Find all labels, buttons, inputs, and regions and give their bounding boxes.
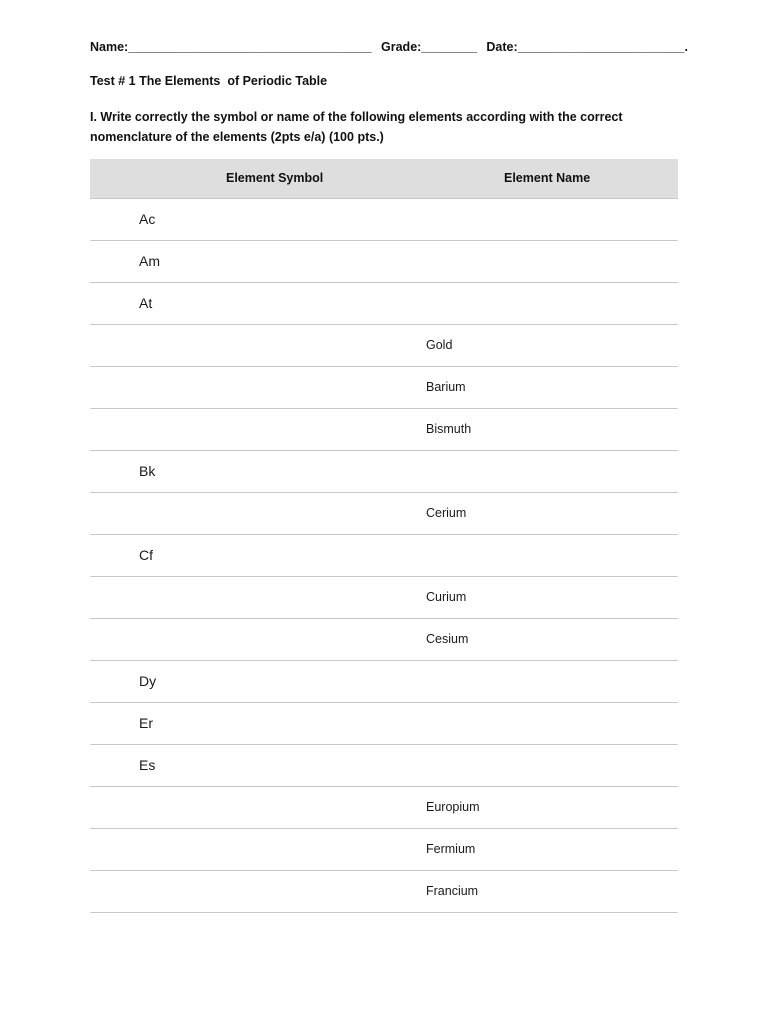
name-field[interactable]: Name:___________________________________: [90, 40, 372, 54]
table-row: [90, 577, 678, 619]
header-element-symbol: Element Symbol: [226, 171, 324, 185]
table-row: [90, 745, 678, 787]
table-row: [90, 787, 678, 829]
element-name-cell: Fermium: [426, 842, 476, 856]
element-symbol-cell: Er: [139, 715, 153, 731]
date-field[interactable]: Date:________________________.: [486, 40, 688, 54]
table-row: [90, 241, 678, 283]
instructions-line-2: nomenclature of the elements (2pts e/a) (100 pts.): [90, 130, 384, 144]
table-row: [90, 451, 678, 493]
table-row: [90, 367, 678, 409]
table-header: [90, 159, 678, 199]
element-symbol-cell: Es: [139, 757, 156, 773]
element-name-cell: Gold: [426, 338, 453, 352]
element-name-cell: Curium: [426, 590, 467, 604]
instructions-line-1: I. Write correctly the symbol or name of the following elements according with the correct: [90, 110, 623, 124]
element-symbol-cell: Cf: [139, 547, 153, 563]
element-name-cell: Barium: [426, 380, 466, 394]
table-body: [90, 199, 678, 913]
element-name-cell: Bismuth: [426, 422, 472, 436]
table-row: [90, 661, 678, 703]
table-row: [90, 829, 678, 871]
student-info-line: [90, 40, 690, 54]
table-row: [90, 493, 678, 535]
header-element-name: Element Name: [504, 171, 591, 185]
element-symbol-cell: Bk: [139, 463, 156, 479]
grade-field[interactable]: Grade:________: [381, 40, 477, 54]
element-symbol-cell: Dy: [139, 673, 157, 689]
instructions: [90, 107, 650, 147]
elements-table: [90, 159, 678, 913]
element-name-cell: Europium: [426, 800, 480, 814]
table-row: [90, 325, 678, 367]
table-row: [90, 871, 678, 913]
table-row: [90, 703, 678, 745]
test-title: Test # 1 The Elements of Periodic Table: [90, 74, 328, 88]
table-row: [90, 619, 678, 661]
element-name-cell: Cerium: [426, 506, 467, 520]
element-symbol-cell: Am: [139, 253, 160, 269]
element-name-cell: Francium: [426, 884, 479, 898]
element-symbol-cell: Ac: [139, 211, 156, 227]
table-row: [90, 535, 678, 577]
table-row: [90, 283, 678, 325]
element-name-cell: Cesium: [426, 632, 469, 646]
table-row: [90, 409, 678, 451]
element-symbol-cell: At: [139, 295, 153, 311]
table-row: [90, 199, 678, 241]
